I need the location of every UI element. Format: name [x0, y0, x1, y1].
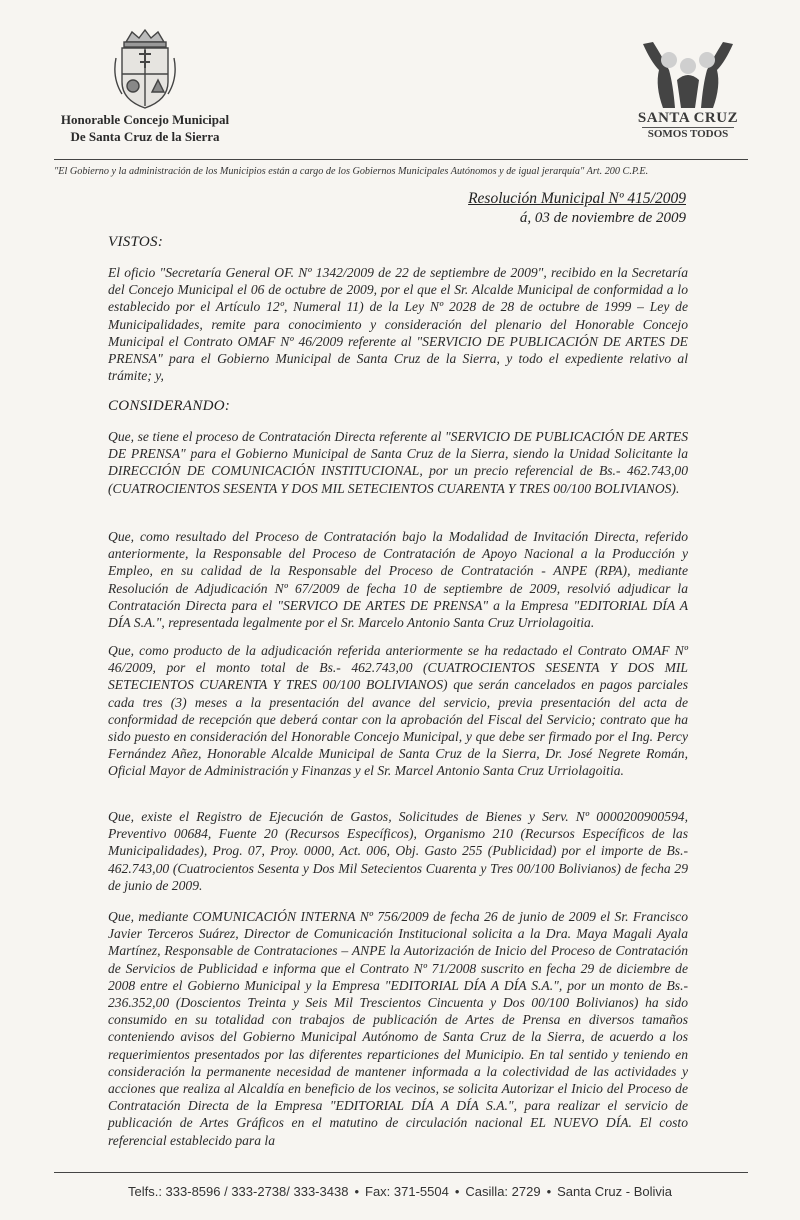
considerando-paragraph-3: Que, como producto de la adjudicación referida anteriormente se ha redactado el Contrato OMAF Nº 46/2009, por el monto total de Bs.- 462.743,00 (CUATROCIENTOS SESENTA Y DOS MIL SETECIENTOS CUARENTA Y TRES 00/100 BOLIVIANOS) que serán cancelados en pagos parciales cada tres (3) meses a la presentación del avance del servicio, previa presentación del acta de conformidad de recepción que deberá contar con la aprobación del Fiscal del Servicio; contrato que ha sido puesto en consideración del Honorable Concejo Municipal, y que debe ser firmado por el Ing. Percy Fernández Añez, Honorable Alcalde Municipal de Santa Cruz de la Sierra, Dr. José Negrete Román, Oficial Mayor de Administración y Finanzas y el Sr. Marcel Antonio Santa Cruz Urriolagoitia. [108, 643, 688, 779]
coat-of-arms-icon [112, 28, 178, 110]
brand-tagline: SOMOS TODOS [642, 127, 734, 141]
considerando-paragraph-2: Que, como resultado del Proceso de Contratación bajo la Modalidad de Invitación Directa, referido anteriormente, la Responsable del Proceso de Contratación de Apoyo Nacional a la Producción y Empleo, en su calidad de la Responsable del Proceso de Contratación - ANPE (RPA), mediante Resolución de Adjudicación Nº 67/2009 de fecha 10 de septiembre de 2009, resolvió adjudicar la Contratación Directa para el "SERVICO DE ARTES DE PRENSA" a la Empresa "EDITORIAL DÍA A DÍA S.A.", representada legalmente por el Sr. Marcelo Antonio Santa Cruz Urriolagoitia. [108, 529, 688, 631]
people-cheering-icon [633, 40, 743, 114]
footer-bullet: • [546, 1184, 552, 1199]
considerando-paragraph-5: Que, mediante COMUNICACIÓN INTERNA Nº 756/2009 de fecha 26 de junio de 2009 el Sr. Francisco Javier Terceros Suárez, Director de Comunicación Institucional solicita a la Dra. Maya Magali Ayala Martínez, Responsable de Contrataciones – ANPE la Autorización de Inicio del Proceso de Contratación de Servicios de Publicidad e informa que el Contrato Nº 71/2008 suscrito en fecha 29 de diciembre de 2008 entre el Gobierno Municipal y la Empresa "EDITORIAL DÍA A DÍA S.A.", por un monto de Bs.- 236.352,00 (Doscientos Treinta y Seis Mil Trescientos Cincuenta y Dos 00/100 Bolivianos) ha sido consumido en su totalidad con trabajos de publicación de Artes de Prensa en diversos tamaños conteniendo avisos del Gobierno Municipal Autónomo de Santa Cruz de la Sierra, de acuerdo a los requerimientos presentados por las diferentes reparticiones del Municipio. En tal sentido y teniendo en consideración la permanente necesidad de mantener informada a la colectividad de las actividades y acciones que realiza al Alcaldía en beneficio de los vecinos, se solicita Autorizar el Inicio del Proceso de Contratación Directa de la Empresa "EDITORIAL DÍA A DÍA S.A.", para realizar el servicio de publicación de Artes Gráficos en el matutino de circulación nacional EL NUEVO DÍA. El costo referencial establecido para la [108, 909, 688, 1148]
footer-location: Santa Cruz - Bolivia [557, 1184, 673, 1199]
footer-bullet: • [454, 1184, 460, 1199]
considerando-heading: CONSIDERANDO: [108, 398, 231, 414]
footer-divider [54, 1172, 748, 1173]
considerando-paragraph-4: Que, existe el Registro de Ejecución de Gastos, Solicitudes de Bienes y Serv. Nº 0000200900594, Preventivo 00684, Fuente 20 (Recursos Específicos), Organismo 210 (Recursos Específicos de las Municipalidades), Prog. 07, Proy. 0000, Act. 006, Obj. Gasto 255 (Publicidad) por el importe de Bs.- 462.743,00 (Cuatrocientos Sesenta y Dos Mil Setecientos Cuarenta y Tres 00/100 Bolivianos) de fecha 29 de junio de 2009. [108, 809, 688, 893]
footer-casilla: Casilla: 2729 [465, 1184, 541, 1199]
resolution-date: á, 03 de noviembre de 2009 [519, 210, 686, 226]
footer-bullet: • [354, 1184, 359, 1199]
footer-fax: Fax: 371-5504 [365, 1184, 449, 1199]
council-name-line2: De Santa Cruz de la Sierra [70, 129, 220, 144]
contact-footer [0, 1184, 800, 1199]
council-name-line1: Honorable Concejo Municipal [60, 112, 230, 127]
considerando-paragraph-1: Que, se tiene el proceso de Contratación Directa referente al "SERVICIO DE PUBLICACIÓN DE ARTES DE PRENSA" para el Gobierno Municipal de Santa Cruz de la Sierra, siendo la Unidad Solicitante la DIRECCIÓN DE COMUNICACIÓN INSTITUCIONAL, por un precio referencial de Bs.- 462.743,00 (CUATROCIENTOS SESENTA Y DOS MIL SETECIENTOS CUARENTA Y TRES 00/100 BOLIVIANOS). [108, 429, 688, 496]
council-letterhead [50, 28, 240, 144]
resolution-title: Resolución Municipal Nº 415/2009 [468, 190, 686, 207]
footer-phones: Telfs.: 333-8596 / 333-2738/ 333-3438 [127, 1184, 349, 1199]
santa-cruz-logo [628, 40, 748, 141]
vistos-paragraph: El oficio "Secretaría General OF. Nº 1342/2009 de 22 de septiembre de 2009", recibido en la Secretaría del Concejo Municipal el 06 de octubre de 2009, por el que el Sr. Alcalde Municipal de conformidad a lo establecido por el Artículo 12º, Numeral 11) de la Ley Nº 2028 de 28 de octubre de 1999 – Ley de Municipalidades, remite para conocimiento y consideración del plenario del Honorable Concejo Municipal el Contrato OMAF Nº 46/2009 referente al "SERVICIO DE PUBLICACIÓN DE ARTES DE PRENSA" para el Gobierno Municipal de Santa Cruz de la Sierra, y todo el expediente relativo al trámite; y, [108, 265, 688, 384]
vistos-heading: VISTOS: [108, 234, 164, 250]
header-divider [54, 159, 748, 160]
brand-name: SANTA CRUZ [637, 110, 739, 126]
constitution-motto: "El Gobierno y la administración de los Municipios están a cargo de los Gobiernos Municipales Autónomos y de igual jerarquía" Art. 200 C.P.E. [54, 166, 649, 177]
